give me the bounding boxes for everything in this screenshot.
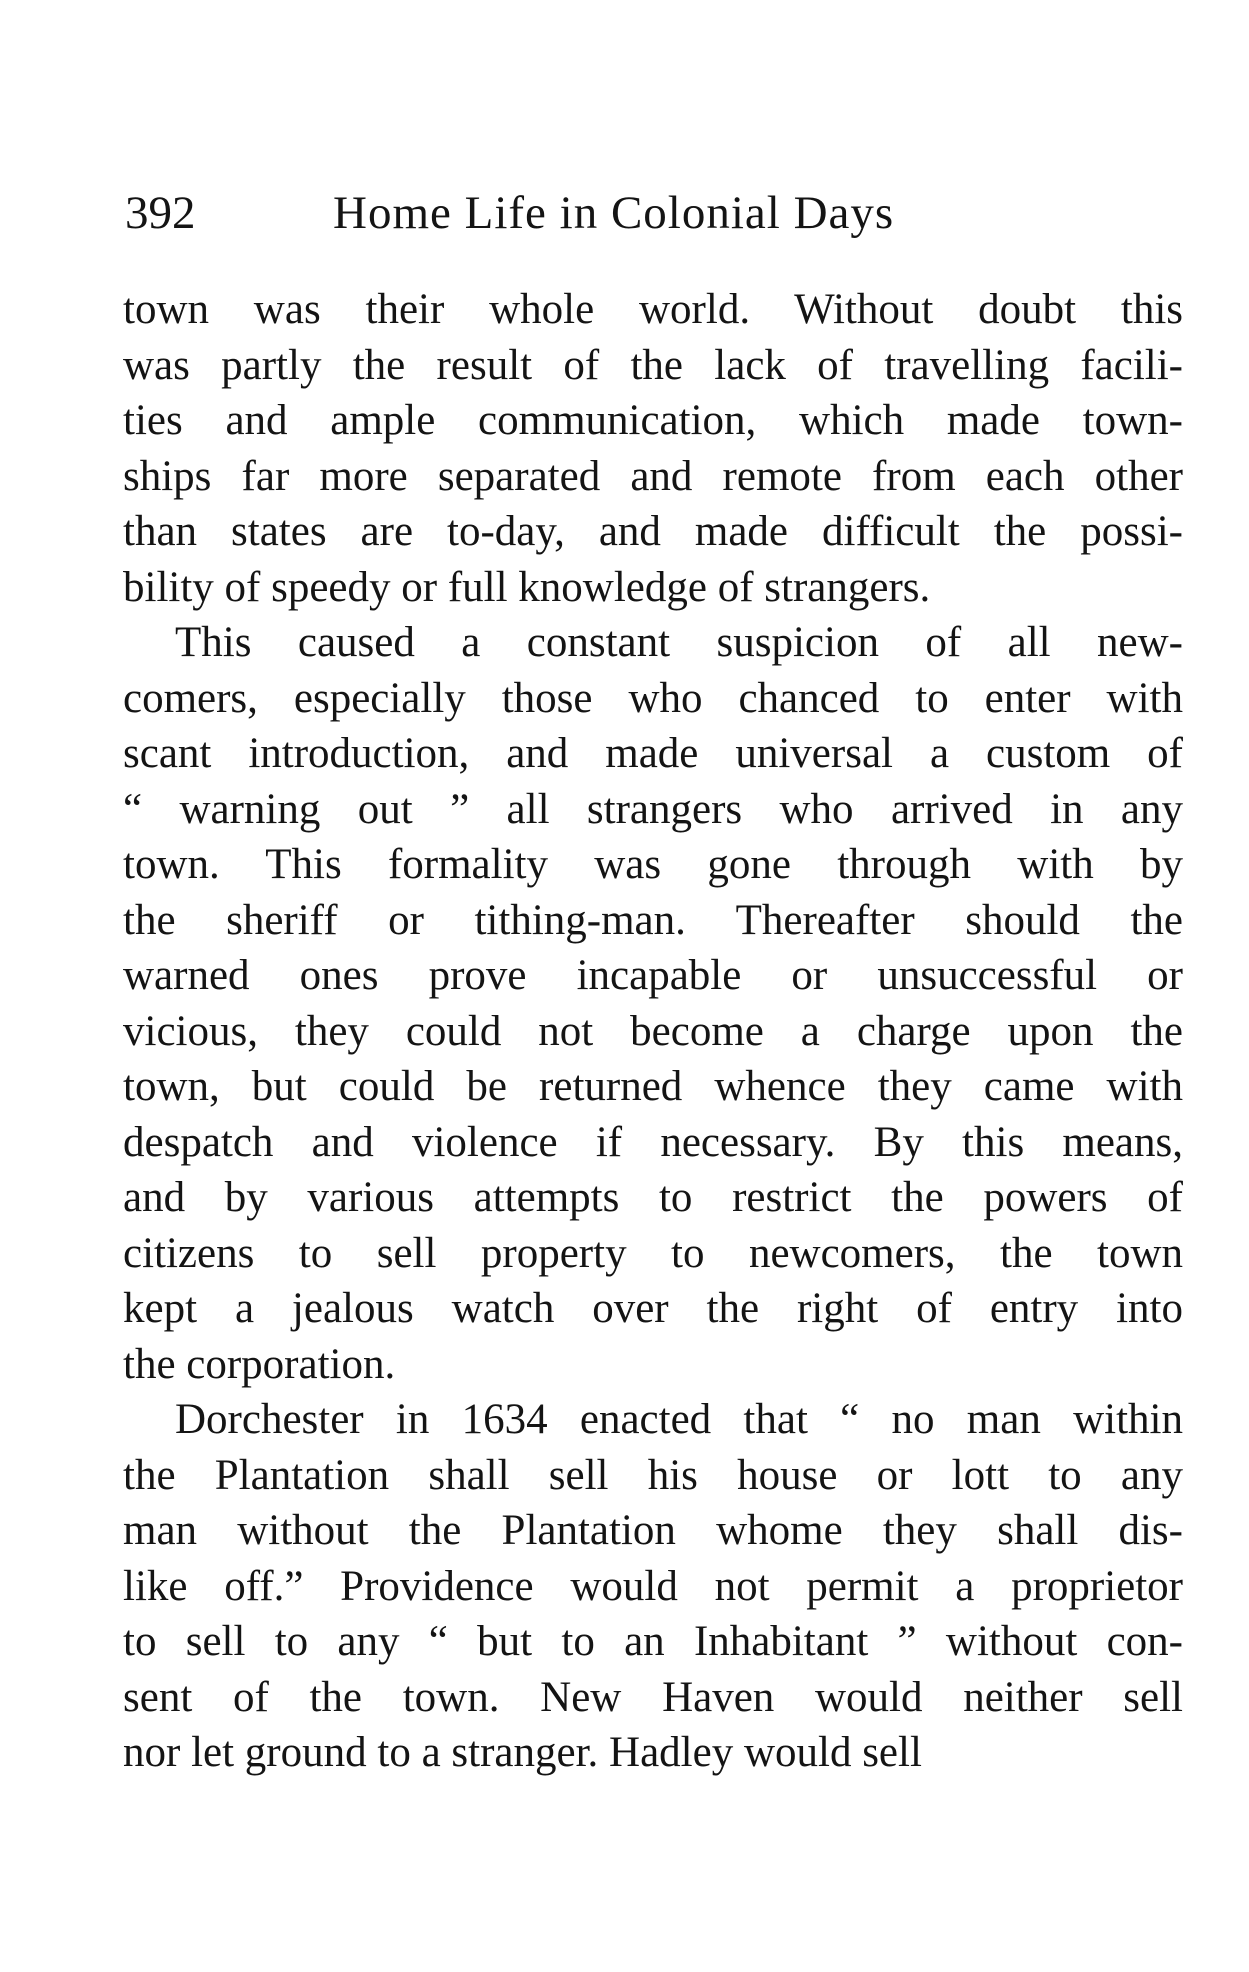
running-header xyxy=(0,186,1249,246)
text-line: the Plantation shall sell his house or lott to any xyxy=(123,1451,1183,1499)
text-line: vicious, they could not become a charge upon the xyxy=(123,1007,1183,1055)
page-number: 392 xyxy=(125,187,196,239)
text-line: bility of speedy or full knowledge of strangers. xyxy=(123,563,931,611)
text-line: This caused a constant suspicion of all new- xyxy=(175,619,1183,666)
text-line: citizens to sell property to newcomers, the town xyxy=(123,1229,1183,1277)
running-title: Home Life in Colonial Days xyxy=(333,187,895,239)
text-line: “ warning out ” all strangers who arrived in any xyxy=(123,785,1183,833)
text-line: was partly the result of the lack of travelling facili- xyxy=(123,341,1183,389)
text-line: despatch and violence if necessary. By this means, xyxy=(123,1118,1183,1166)
paragraph xyxy=(123,1392,1183,1781)
text-line: like off.” Providence would not permit a proprietor xyxy=(123,1562,1183,1610)
text-line: nor let ground to a stranger. Hadley would sell xyxy=(123,1729,922,1776)
text-line: Dorchester in 1634 enacted that “ no man within xyxy=(175,1396,1183,1443)
text-line: sent of the town. New Haven would neither sell xyxy=(123,1673,1183,1721)
text-line: the corporation. xyxy=(123,1340,396,1388)
text-line: town was their whole world. Without doubt this xyxy=(123,286,1183,333)
text-line: comers, especially those who chanced to enter with xyxy=(123,674,1183,722)
text-line: to sell to any “ but to an Inhabitant ” without con- xyxy=(123,1618,1183,1665)
paragraph xyxy=(123,282,1183,615)
paragraph xyxy=(123,615,1183,1392)
text-line: town. This formality was gone through with by xyxy=(123,841,1183,888)
text-line: the sheriff or tithing-man. Thereafter should the xyxy=(123,896,1183,944)
text-line: kept a jealous watch over the right of entry into xyxy=(123,1285,1183,1332)
body-text xyxy=(123,282,1183,1781)
text-line: and by various attempts to restrict the powers of xyxy=(123,1174,1183,1221)
text-line: than states are to-day, and made difficult the possi- xyxy=(123,508,1183,555)
text-line: scant introduction, and made universal a custom of xyxy=(123,730,1183,777)
text-line: town, but could be returned whence they came with xyxy=(123,1063,1183,1110)
text-line: ties and ample communication, which made town- xyxy=(123,397,1183,444)
text-line: man without the Plantation whome they shall dis- xyxy=(123,1507,1183,1554)
text-line: ships far more separated and remote from each other xyxy=(123,452,1183,500)
text-line: warned ones prove incapable or unsuccessful or xyxy=(123,952,1183,999)
